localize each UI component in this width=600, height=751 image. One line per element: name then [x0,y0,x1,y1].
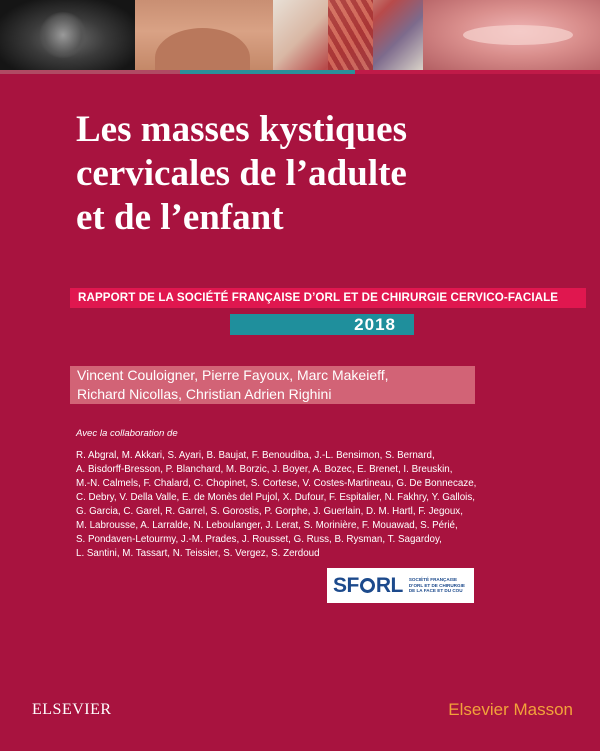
title-line: Les masses kystiques [76,109,407,150]
collaborators-list [76,449,581,561]
sforl-society-name: SOCIÉTÉ FRANÇAISE D’ORL ET DE CHIRURGIE DE LA FACE ET DU COU [408,577,465,594]
ct-scan-photo [0,0,135,70]
collaborators-line: M.-N. Calmels, F. Chalard, C. Chopinet, S. Cortese, V. Costes-Martineau, G. De Bonnecaze, [76,478,477,489]
cover-photo-strip [0,0,600,70]
collaborators-line: R. Abgral, M. Akkari, S. Ayari, B. Baujat, F. Benoudiba, J.-L. Bensimon, S. Bernard, [76,450,435,461]
title-line: cervicales de l’adulte [76,153,407,194]
endoscopy-photo [423,0,600,70]
title-line: et de l’enfant [76,197,284,238]
authors-line: Vincent Couloigner, Pierre Fayoux, Marc Makeieff, [77,367,389,383]
collaboration-label: Avec la collaboration de [76,428,178,439]
authors-line: Richard Nicollas, Christian Adrien Righini [77,386,332,402]
color-stripe-pink [0,70,180,74]
publisher-elsevier: ELSEVIER [32,701,112,718]
sforl-o-ring-icon [360,578,375,593]
report-subtitle: RAPPORT DE LA SOCIÉTÉ FRANÇAISE D’ORL ET DE CHIRURGIE CERVICO-FACIALE [70,288,586,308]
anatomy-illustration [273,0,423,70]
collaborators-line: M. Labrousse, A. Larralde, N. Leboulanger, J. Lerat, S. Morinière, F. Mouawad, S. Périé, [76,520,458,531]
color-stripe-teal [180,70,355,74]
collaborators-line: L. Santini, M. Tassart, N. Teissier, S. Vergez, S. Zerdoud [76,548,320,559]
report-year: 2018 [230,314,414,335]
collaborators-line: S. Pondaven-Letourmy, J.-M. Prades, J. Rousset, G. Russ, B. Rysman, T. Sagardoy, [76,534,442,545]
publisher-elsevier-masson: Elsevier Masson [448,700,573,719]
sforl-logo [327,568,474,603]
sforl-wordmark: SF RL [333,573,403,597]
collaborators-line: G. Garcia, C. Garel, R. Garrel, S. Gorostis, P. Gorphe, J. Guerlain, D. M. Hartl, F. Jegoux, [76,506,463,517]
color-stripe-red [355,70,600,74]
book-title [76,108,576,240]
neck-photo [135,0,273,70]
authors-block [70,366,475,404]
collaborators-line: C. Debry, V. Della Valle, E. de Monès del Pujol, X. Dufour, F. Espitalier, N. Fakhry, Y. Gallois, [76,492,475,503]
collaborators-line: A. Bisdorff-Bresson, P. Blanchard, M. Borzic, J. Boyer, A. Bozec, E. Brenet, I. Breuskin, [76,464,453,475]
